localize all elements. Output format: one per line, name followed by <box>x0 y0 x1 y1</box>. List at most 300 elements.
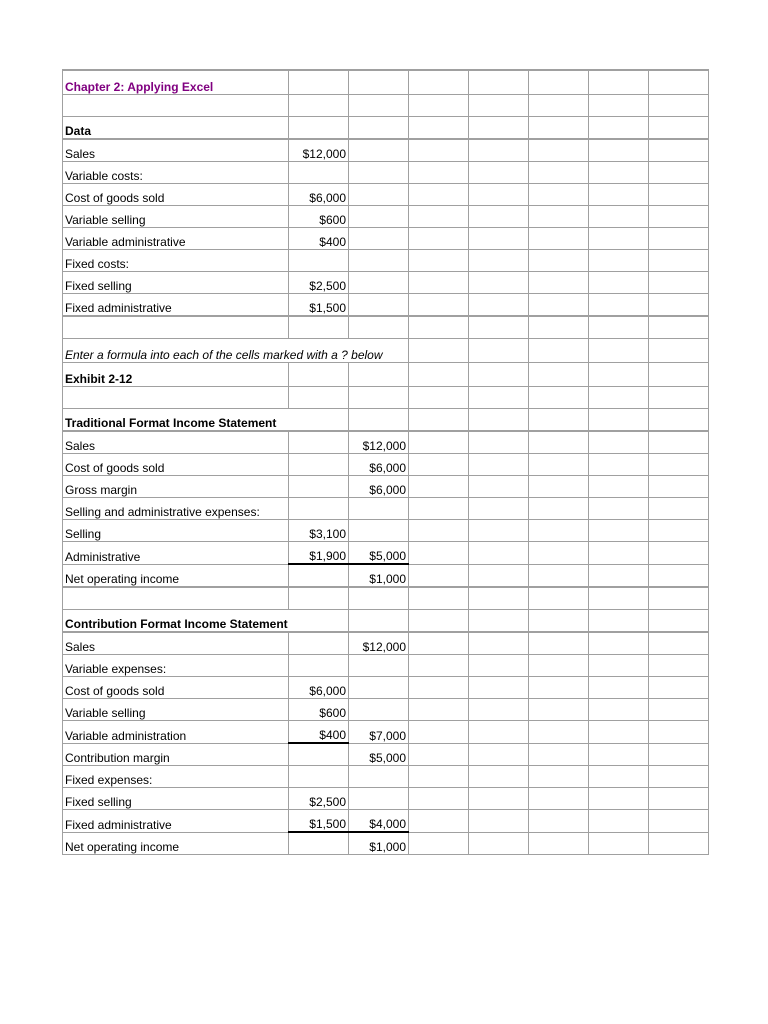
row-label[interactable]: Fixed selling <box>63 788 289 810</box>
cell[interactable] <box>349 610 409 633</box>
cell[interactable] <box>589 139 649 162</box>
cell[interactable] <box>469 632 529 655</box>
cell[interactable] <box>589 788 649 810</box>
value-col-c[interactable]: $4,000 <box>349 810 409 833</box>
value-col-b[interactable]: $600 <box>289 699 349 721</box>
row-label[interactable]: Net operating income <box>63 564 289 587</box>
value-col-b[interactable] <box>289 766 349 788</box>
cell[interactable] <box>589 117 649 140</box>
cell[interactable] <box>349 387 409 409</box>
cell[interactable] <box>529 677 589 699</box>
table-row <box>63 431 709 454</box>
cell[interactable] <box>469 272 529 294</box>
cell[interactable] <box>409 542 469 565</box>
table-row <box>63 520 709 542</box>
cell[interactable] <box>529 95 589 117</box>
cell[interactable] <box>649 272 709 294</box>
cell[interactable] <box>649 206 709 228</box>
cell[interactable] <box>649 454 709 476</box>
cell[interactable] <box>649 677 709 699</box>
cell[interactable] <box>409 228 469 250</box>
cell[interactable] <box>589 387 649 409</box>
cell[interactable] <box>589 294 649 317</box>
cell[interactable] <box>589 409 649 432</box>
cell[interactable] <box>469 139 529 162</box>
exhibit-label[interactable]: Exhibit 2-12 <box>63 363 289 387</box>
cell[interactable] <box>529 832 589 855</box>
cell[interactable] <box>529 788 589 810</box>
cell[interactable] <box>63 587 289 610</box>
cell[interactable] <box>409 587 469 610</box>
cell[interactable] <box>349 95 409 117</box>
value-col-b[interactable]: $3,100 <box>289 520 349 542</box>
cell[interactable] <box>589 832 649 855</box>
cell[interactable] <box>529 520 589 542</box>
cell[interactable] <box>409 699 469 721</box>
table-row <box>63 542 709 565</box>
cell[interactable] <box>409 409 469 432</box>
row-label[interactable]: Sales <box>63 139 289 162</box>
cell[interactable] <box>649 363 709 387</box>
contribution-statement <box>63 632 709 855</box>
value-col-c[interactable] <box>349 184 409 206</box>
cell[interactable] <box>649 810 709 833</box>
value-col-b[interactable] <box>289 632 349 655</box>
cell[interactable] <box>469 431 529 454</box>
cell[interactable] <box>589 431 649 454</box>
cell[interactable] <box>589 655 649 677</box>
cell[interactable] <box>589 70 649 95</box>
cell[interactable] <box>529 206 589 228</box>
cell[interactable] <box>289 363 349 387</box>
cell[interactable] <box>63 387 289 409</box>
value-col-c[interactable] <box>349 272 409 294</box>
cell[interactable] <box>469 387 529 409</box>
cell[interactable] <box>529 721 589 744</box>
cell[interactable] <box>409 162 469 184</box>
cell[interactable] <box>409 316 469 339</box>
row-label[interactable]: Cost of goods sold <box>63 184 289 206</box>
cell[interactable] <box>589 542 649 565</box>
cell[interactable] <box>469 363 529 387</box>
value-col-c[interactable] <box>349 162 409 184</box>
value-col-c[interactable] <box>349 498 409 520</box>
value-col-b[interactable] <box>289 454 349 476</box>
cell[interactable] <box>529 139 589 162</box>
cell[interactable] <box>409 655 469 677</box>
cell[interactable] <box>349 587 409 610</box>
cell[interactable] <box>529 250 589 272</box>
cell[interactable] <box>469 476 529 498</box>
cell[interactable] <box>469 184 529 206</box>
cell[interactable] <box>649 743 709 766</box>
cell[interactable] <box>529 184 589 206</box>
cell[interactable] <box>649 228 709 250</box>
cell[interactable] <box>409 520 469 542</box>
cell[interactable] <box>469 520 529 542</box>
value-col-c[interactable]: $7,000 <box>349 721 409 744</box>
cell[interactable] <box>589 632 649 655</box>
cell[interactable] <box>469 316 529 339</box>
row-label[interactable]: Selling and administrative expenses: <box>63 498 289 520</box>
value-col-c[interactable]: $12,000 <box>349 431 409 454</box>
cell[interactable] <box>289 70 349 95</box>
cell[interactable] <box>409 454 469 476</box>
cell[interactable] <box>469 564 529 587</box>
cell[interactable] <box>289 587 349 610</box>
cell[interactable] <box>409 184 469 206</box>
cell[interactable] <box>529 655 589 677</box>
cell[interactable] <box>469 250 529 272</box>
table-row <box>63 721 709 744</box>
table-row <box>63 454 709 476</box>
cell[interactable] <box>649 339 709 363</box>
table-row <box>63 206 709 228</box>
value-col-c[interactable] <box>349 294 409 317</box>
value-col-c[interactable]: $1,000 <box>349 832 409 855</box>
cell[interactable] <box>349 363 409 387</box>
cell[interactable] <box>409 832 469 855</box>
value-col-b[interactable] <box>289 476 349 498</box>
traditional-statement <box>63 431 709 587</box>
cell[interactable] <box>589 250 649 272</box>
cell[interactable] <box>529 70 589 95</box>
cell[interactable] <box>649 699 709 721</box>
cell[interactable] <box>589 339 649 363</box>
cell[interactable] <box>529 699 589 721</box>
cell[interactable] <box>409 810 469 833</box>
cell[interactable] <box>589 228 649 250</box>
cell[interactable] <box>409 339 469 363</box>
row-label[interactable]: Gross margin <box>63 476 289 498</box>
cell[interactable] <box>529 587 589 610</box>
cell[interactable] <box>469 206 529 228</box>
cell[interactable] <box>469 677 529 699</box>
cell[interactable] <box>649 788 709 810</box>
table-row <box>63 564 709 587</box>
cell[interactable] <box>529 476 589 498</box>
value-col-b[interactable] <box>289 743 349 766</box>
cell[interactable] <box>649 832 709 855</box>
value-col-c[interactable] <box>349 139 409 162</box>
row-label[interactable]: Variable costs: <box>63 162 289 184</box>
table-row <box>63 788 709 810</box>
value-col-c[interactable] <box>349 788 409 810</box>
cell[interactable] <box>649 117 709 140</box>
cell[interactable] <box>649 520 709 542</box>
cell[interactable] <box>409 476 469 498</box>
cell[interactable] <box>409 677 469 699</box>
row-label[interactable]: Variable administration <box>63 721 289 744</box>
table-row <box>63 162 709 184</box>
cell[interactable] <box>649 610 709 633</box>
cell[interactable] <box>469 610 529 633</box>
cell[interactable] <box>589 454 649 476</box>
cell[interactable] <box>409 139 469 162</box>
cell[interactable] <box>529 542 589 565</box>
cell[interactable] <box>349 117 409 140</box>
table-row <box>63 272 709 294</box>
cell[interactable] <box>589 498 649 520</box>
cell[interactable] <box>589 162 649 184</box>
cell[interactable] <box>649 95 709 117</box>
value-col-b[interactable] <box>289 564 349 587</box>
cell[interactable] <box>349 70 409 95</box>
cell[interactable] <box>589 699 649 721</box>
cell[interactable] <box>409 70 469 95</box>
value-col-c[interactable]: $5,000 <box>349 743 409 766</box>
cell[interactable] <box>649 387 709 409</box>
data-section <box>63 139 709 316</box>
cell[interactable] <box>589 677 649 699</box>
cell[interactable] <box>649 564 709 587</box>
cell[interactable] <box>469 162 529 184</box>
cell[interactable] <box>469 542 529 565</box>
cell[interactable] <box>409 788 469 810</box>
cell[interactable] <box>529 363 589 387</box>
cell[interactable] <box>529 294 589 317</box>
cell[interactable] <box>589 564 649 587</box>
row-label[interactable]: Fixed expenses: <box>63 766 289 788</box>
cell[interactable] <box>409 743 469 766</box>
cell[interactable] <box>529 387 589 409</box>
cell[interactable] <box>649 655 709 677</box>
table-row <box>63 139 709 162</box>
contribution-heading[interactable]: Contribution Format Income Statement <box>63 610 349 633</box>
cell[interactable] <box>469 117 529 140</box>
value-col-c[interactable] <box>349 520 409 542</box>
cell[interactable] <box>649 409 709 432</box>
cell[interactable] <box>529 272 589 294</box>
cell[interactable] <box>589 363 649 387</box>
cell[interactable] <box>63 316 289 339</box>
cell[interactable] <box>649 316 709 339</box>
row-label[interactable]: Variable expenses: <box>63 655 289 677</box>
cell[interactable] <box>469 294 529 317</box>
traditional-heading[interactable]: Traditional Format Income Statement <box>63 409 349 432</box>
cell[interactable] <box>529 431 589 454</box>
cell[interactable] <box>409 766 469 788</box>
cell[interactable] <box>409 632 469 655</box>
cell[interactable] <box>349 409 409 432</box>
value-col-b[interactable]: $1,500 <box>289 294 349 317</box>
value-col-c[interactable]: $6,000 <box>349 454 409 476</box>
row-label[interactable]: Sales <box>63 632 289 655</box>
cell[interactable] <box>649 250 709 272</box>
cell[interactable] <box>589 810 649 833</box>
cell[interactable] <box>469 655 529 677</box>
cell[interactable] <box>409 117 469 140</box>
row-label[interactable]: Selling <box>63 520 289 542</box>
cell[interactable] <box>529 339 589 363</box>
row-label[interactable]: Fixed selling <box>63 272 289 294</box>
value-col-b[interactable]: $12,000 <box>289 139 349 162</box>
cell[interactable] <box>409 431 469 454</box>
cell[interactable] <box>649 431 709 454</box>
value-col-b[interactable]: $2,500 <box>289 272 349 294</box>
table-row <box>63 699 709 721</box>
table-row <box>63 184 709 206</box>
data-heading[interactable]: Data <box>63 117 289 140</box>
value-col-c[interactable] <box>349 228 409 250</box>
cell[interactable] <box>409 95 469 117</box>
value-col-b[interactable]: $400 <box>289 721 349 744</box>
instruction-text[interactable]: Enter a formula into each of the cells marked with a ? below <box>63 339 409 363</box>
cell[interactable] <box>529 766 589 788</box>
cell[interactable] <box>409 272 469 294</box>
cell[interactable] <box>469 409 529 432</box>
row-label[interactable]: Contribution margin <box>63 743 289 766</box>
cell[interactable] <box>469 788 529 810</box>
value-col-c[interactable] <box>349 699 409 721</box>
table-row <box>63 476 709 498</box>
table-row <box>63 677 709 699</box>
cell[interactable] <box>589 184 649 206</box>
cell[interactable] <box>589 766 649 788</box>
value-col-b[interactable] <box>289 162 349 184</box>
cell[interactable] <box>409 206 469 228</box>
spreadsheet-grid <box>62 69 709 855</box>
cell[interactable] <box>289 95 349 117</box>
cell[interactable] <box>529 454 589 476</box>
cell[interactable] <box>589 272 649 294</box>
cell[interactable] <box>289 387 349 409</box>
value-col-c[interactable]: $12,000 <box>349 632 409 655</box>
value-col-b[interactable]: $600 <box>289 206 349 228</box>
cell[interactable] <box>649 542 709 565</box>
cell[interactable] <box>529 162 589 184</box>
row-label[interactable]: Variable administrative <box>63 228 289 250</box>
cell[interactable] <box>649 70 709 95</box>
value-col-b[interactable] <box>289 832 349 855</box>
cell[interactable] <box>649 162 709 184</box>
cell[interactable] <box>529 316 589 339</box>
cell[interactable] <box>469 339 529 363</box>
cell[interactable] <box>469 70 529 95</box>
sheet-title[interactable]: Chapter 2: Applying Excel <box>63 70 289 95</box>
table-row <box>63 810 709 833</box>
cell[interactable] <box>469 810 529 833</box>
cell[interactable] <box>589 743 649 766</box>
cell[interactable] <box>589 721 649 744</box>
cell[interactable] <box>469 766 529 788</box>
cell[interactable] <box>409 363 469 387</box>
cell[interactable] <box>289 117 349 140</box>
cell[interactable] <box>589 316 649 339</box>
cell[interactable] <box>589 587 649 610</box>
cell[interactable] <box>529 117 589 140</box>
table-row <box>63 294 709 317</box>
cell[interactable] <box>649 766 709 788</box>
row-label[interactable]: Cost of goods sold <box>63 677 289 699</box>
cell[interactable] <box>589 610 649 633</box>
cell[interactable] <box>409 250 469 272</box>
cell[interactable] <box>349 316 409 339</box>
value-col-b[interactable] <box>289 655 349 677</box>
value-col-c[interactable] <box>349 250 409 272</box>
cell[interactable] <box>589 206 649 228</box>
cell[interactable] <box>289 316 349 339</box>
cell[interactable] <box>469 721 529 744</box>
value-col-c[interactable]: $1,000 <box>349 564 409 587</box>
row-label[interactable]: Fixed administrative <box>63 294 289 317</box>
cell[interactable] <box>649 294 709 317</box>
cell[interactable] <box>529 228 589 250</box>
cell[interactable] <box>469 95 529 117</box>
value-col-b[interactable]: $400 <box>289 228 349 250</box>
cell[interactable] <box>529 564 589 587</box>
value-col-b[interactable]: $1,500 <box>289 810 349 833</box>
row-label[interactable]: Net operating income <box>63 832 289 855</box>
cell[interactable] <box>469 832 529 855</box>
cell[interactable] <box>529 498 589 520</box>
cell[interactable] <box>469 699 529 721</box>
row-label[interactable]: Cost of goods sold <box>63 454 289 476</box>
value-col-b[interactable]: $1,900 <box>289 542 349 565</box>
cell[interactable] <box>529 810 589 833</box>
table-row <box>63 743 709 766</box>
cell[interactable] <box>409 498 469 520</box>
cell[interactable] <box>409 387 469 409</box>
value-col-c[interactable]: $5,000 <box>349 542 409 565</box>
cell[interactable] <box>589 476 649 498</box>
cell[interactable] <box>649 587 709 610</box>
value-col-c[interactable] <box>349 766 409 788</box>
cell[interactable] <box>529 409 589 432</box>
cell[interactable] <box>409 564 469 587</box>
cell[interactable] <box>649 184 709 206</box>
value-col-b[interactable] <box>289 431 349 454</box>
cell[interactable] <box>589 520 649 542</box>
cell[interactable] <box>469 454 529 476</box>
value-col-b[interactable]: $6,000 <box>289 184 349 206</box>
cell[interactable] <box>529 743 589 766</box>
cell[interactable] <box>649 498 709 520</box>
value-col-c[interactable] <box>349 655 409 677</box>
row-label[interactable]: Fixed administrative <box>63 810 289 833</box>
cell[interactable] <box>529 610 589 633</box>
cell[interactable] <box>649 721 709 744</box>
value-col-c[interactable]: $6,000 <box>349 476 409 498</box>
cell[interactable] <box>649 476 709 498</box>
value-col-b[interactable] <box>289 250 349 272</box>
cell[interactable] <box>409 721 469 744</box>
row-label[interactable]: Variable selling <box>63 206 289 228</box>
value-col-b[interactable]: $2,500 <box>289 788 349 810</box>
row-label[interactable]: Sales <box>63 431 289 454</box>
value-col-c[interactable] <box>349 206 409 228</box>
cell[interactable] <box>589 95 649 117</box>
value-col-b[interactable] <box>289 498 349 520</box>
cell[interactable] <box>409 294 469 317</box>
cell[interactable] <box>63 95 289 117</box>
cell[interactable] <box>469 743 529 766</box>
row-label[interactable]: Fixed costs: <box>63 250 289 272</box>
table-row <box>63 498 709 520</box>
cell[interactable] <box>469 587 529 610</box>
value-col-c[interactable] <box>349 677 409 699</box>
cell[interactable] <box>409 610 469 633</box>
cell[interactable] <box>649 632 709 655</box>
row-label[interactable]: Administrative <box>63 542 289 565</box>
table-row <box>63 766 709 788</box>
row-label[interactable]: Variable selling <box>63 699 289 721</box>
cell[interactable] <box>469 228 529 250</box>
value-col-b[interactable]: $6,000 <box>289 677 349 699</box>
cell[interactable] <box>529 632 589 655</box>
cell[interactable] <box>649 139 709 162</box>
cell[interactable] <box>469 498 529 520</box>
